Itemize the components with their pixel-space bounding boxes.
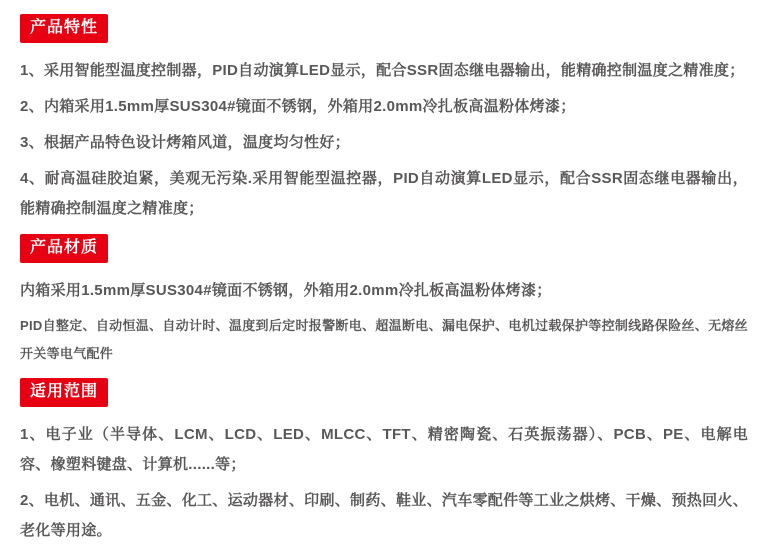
material-note: PID自整定、自动恒温、自动计时、温度到后定时报警断电、超温断电、漏电保护、电机过载保护等控制线路保险丝、无熔丝开关等电气配件	[20, 318, 748, 361]
feature-item-3: 3、根据产品特色设计烤箱风道，温度均匀性好；	[20, 134, 350, 151]
material-badge: 产品材质	[20, 234, 108, 263]
section-application-scope	[20, 378, 748, 546]
feature-item-4: 4、耐高温硅胶迫紧，美观无污染.采用智能型温控器，PID自动演算LED显示，配合SSR固态继电器输出，能精确控制温度之精准度；	[20, 170, 748, 217]
features-badge: 产品特性	[20, 14, 108, 43]
section-product-features	[20, 14, 748, 224]
scope-item-2: 2、电机、通讯、五金、化工、运动器材、印刷、制药、鞋业、汽车零配件等工业之烘烤、干燥、预热回火、老化等用途。	[20, 492, 748, 539]
scope-item-1: 1、电子业（半导体、LCM、LCD、LED、MLCC、TFT、精密陶瓷、石英振荡器）、PCB、PE、电解电容、橡塑料键盘、计算机......等；	[20, 426, 748, 473]
feature-item-1: 1、采用智能型温度控制器，PID自动演算LED显示，配合SSR固态继电器输出，能精确控制温度之精准度；	[20, 62, 745, 79]
scope-badge: 适用范围	[20, 378, 108, 407]
feature-item-2: 2、内箱采用1.5mm厚SUS304#镜面不锈钢，外箱用2.0mm冷扎板高温粉体烤漆；	[20, 98, 576, 115]
material-item-1: 内箱采用1.5mm厚SUS304#镜面不锈钢，外箱用2.0mm冷扎板高温粉体烤漆；	[20, 282, 552, 299]
section-product-material	[20, 234, 748, 368]
